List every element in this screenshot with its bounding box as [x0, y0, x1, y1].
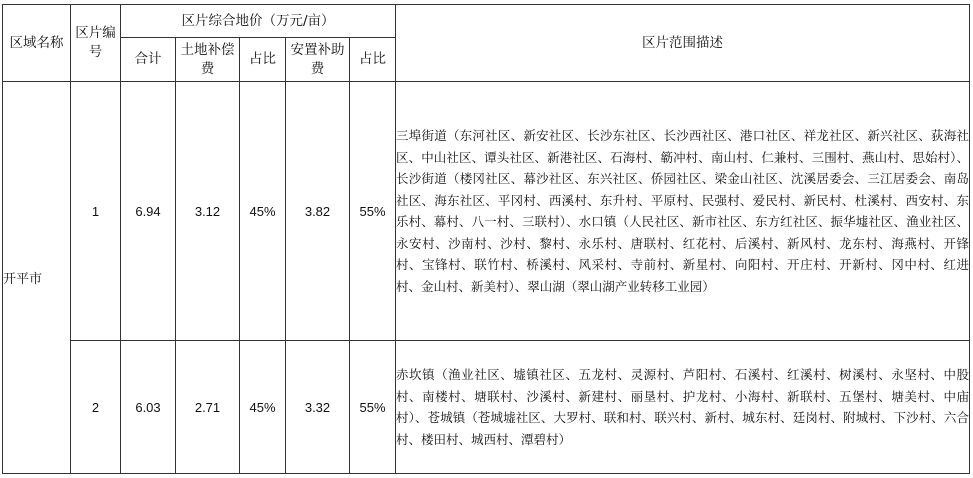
total-cell: 6.03 [121, 341, 176, 474]
total-cell: 6.94 [121, 82, 176, 341]
header-land-compensation: 土地补偿费 [176, 38, 240, 82]
resettlement-cell: 3.32 [286, 341, 350, 474]
header-region-name: 区域名称 [3, 5, 71, 82]
header-row-1 [3, 5, 970, 38]
header-composite-price: 区片综合地价（万元/亩） [121, 5, 396, 38]
ratio-1-cell: 45% [240, 82, 286, 341]
table-row [3, 341, 970, 474]
header-zone-no: 区片编号 [71, 5, 121, 82]
header-total: 合计 [121, 38, 176, 82]
zone-no-cell: 2 [71, 341, 121, 474]
region-cell: 开平市 [3, 82, 71, 474]
land-compensation-cell: 3.12 [176, 82, 240, 341]
ratio-1-cell: 45% [240, 341, 286, 474]
ratio-2-cell: 55% [350, 341, 396, 474]
table-row [3, 82, 970, 341]
header-scope: 区片范围描述 [396, 5, 970, 82]
scope-description-cell: 赤坎镇（渔业社区、墟镇社区、五龙村、灵源村、芦阳村、石溪村、红溪村、树溪村、永坚村、中股村、南楼村、塘联村、沙溪村、新建村、丽垦村、护龙村、小海村、新联村、五堡村、塘美村、中庙村）、苍城镇（苍城墟社区、大罗村、联和村、联兴村、新村、城东村、廷岗村、附城村、下沙村、六合村、楼田村、城西村、潭碧村） [396, 341, 970, 474]
resettlement-cell: 3.82 [286, 82, 350, 341]
land-compensation-cell: 2.71 [176, 341, 240, 474]
land-price-table [2, 4, 970, 474]
ratio-2-cell: 55% [350, 82, 396, 341]
zone-no-cell: 1 [71, 82, 121, 341]
header-ratio-2: 占比 [350, 38, 396, 82]
header-resettlement: 安置补助费 [286, 38, 350, 82]
header-ratio-1: 占比 [240, 38, 286, 82]
scope-description-cell: 三埠街道（东河社区、新安社区、长沙东社区、长沙西社区、港口社区、祥龙社区、新兴社区、荻海社区、中山社区、谭头社区、新港社区、石海村、簕冲村、南山村、仁兼村、三围村、燕山村、思始村）、长沙街道（楼冈社区、幕沙社区、东兴社区、侨园社区、梁金山社区、沈溪居委会、三江居委会、南岛社区、海东社区、平冈村、西溪村、东升村、平原村、民强村、爱民村、新民村、杜溪村、西安村、东乐村、幕村、八一村、三联村）、水口镇（人民社区、新市社区、东方红社区、振华墟社区、渔业社区、永安村、沙南村、沙村、黎村、永乐村、唐联村、红花村、后溪村、新风村、龙东村、海燕村、开锋村、宝锋村、联竹村、桥溪村、风采村、寺前村、新星村、向阳村、开庄村、开新村、冈中村、红进村、金山村、新美村）、翠山湖（翠山湖产业转移工业园） [396, 82, 970, 341]
